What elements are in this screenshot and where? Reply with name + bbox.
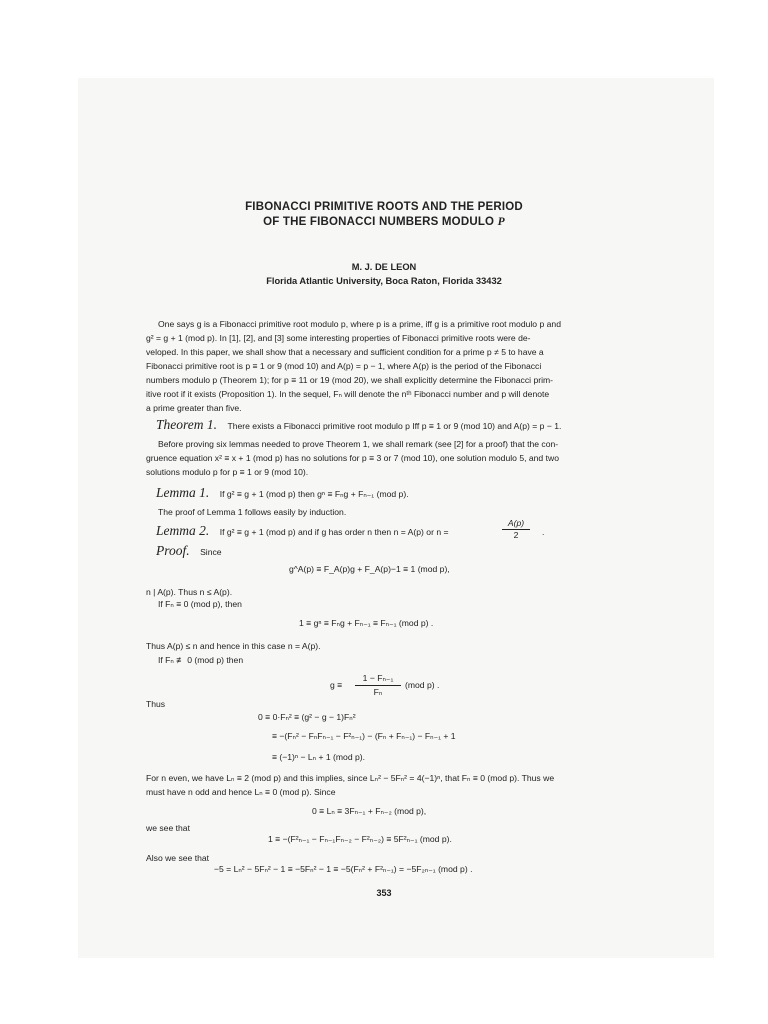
equation-3-fraction	[355, 672, 401, 699]
proof-since: Since	[200, 547, 222, 557]
lemma-1-label: Lemma 1.	[156, 485, 210, 500]
lemma-2	[156, 522, 449, 540]
equation-3-lhs: g ≡	[330, 680, 343, 690]
intro-line-6: itive root if it exists (Proposition 1). In the sequel, Fₙ will denote the nᵗʰ Fibonacci number and p will denote	[146, 389, 550, 399]
equation-8: 1 ≡ −(F²ₙ₋₁ − Fₙ₋₁Fₙ₋₂ − F²ₙ₋₂) ≡ 5F²ₙ₋₁ (mod p).	[268, 834, 452, 844]
equation-7: 0 ≡ Lₙ ≡ 3Fₙ₋₁ + Fₙ₋₂ (mod p),	[312, 806, 427, 816]
intro-line-7: a prime greater than five.	[146, 403, 242, 413]
proof-line-4: If Fₙ ≢ 0 (mod p) then	[158, 655, 244, 665]
proof-line-3: Thus A(p) ≤ n and hence in this case n = A(p).	[146, 641, 321, 651]
proof-thus: Thus	[146, 699, 166, 709]
equation-3-rhs: (mod p) .	[405, 680, 440, 690]
proof-line-2: If Fₙ ≡ 0 (mod p), then	[158, 599, 242, 609]
lemma-2-fraction-numerator: A(p)	[502, 518, 530, 530]
theorem-1	[156, 416, 561, 434]
author-affiliation: Florida Atlantic University, Boca Raton, Florida 33432	[266, 276, 502, 286]
equation-6: ≡ (−1)ⁿ − Lₙ + 1 (mod p).	[272, 752, 366, 762]
proof-line-1: n | A(p). Thus n ≤ A(p).	[146, 587, 233, 597]
intro-line-5: numbers modulo p (Theorem 1); for p ≡ 11 or 19 (mod 20), we shall explicitly determine the Fibonacci prim-	[146, 375, 554, 385]
equation-4: 0 ≡ 0·Fₙ² ≡ (g² − g − 1)Fₙ²	[258, 712, 356, 722]
lemma-2-fraction	[502, 518, 530, 541]
lemma-2-tail: .	[542, 527, 545, 537]
paper-title-line-1: FIBONACCI PRIMITIVE ROOTS AND THE PERIOD	[245, 201, 523, 213]
lemma-2-text: If g² ≡ g + 1 (mod p) and if g has order n then n = A(p) or n =	[219, 527, 449, 537]
equation-9: −5 = Lₙ² − 5Fₙ² − 1 ≡ −5Fₙ² − 1 ≡ −5(Fₙ² + F²ₙ₋₁) = −5F₂ₙ₋₁ (mod p) .	[214, 864, 473, 874]
lemma-1-text: If g² ≡ g + 1 (mod p) then gⁿ ≡ Fₙg + Fₙ₋₁ (mod p).	[219, 489, 409, 499]
intro-line-4: Fibonacci primitive root is p ≡ 1 or 9 (mod 10) and A(p) = p − 1, where A(p) is the period of the Fibonacci	[146, 361, 542, 371]
equation-1: g^A(p) ≡ F_A(p)g + F_A(p)−1 ≡ 1 (mod p),	[289, 564, 450, 574]
proof-line-8: Also we see that	[146, 853, 210, 863]
paper-title-variable: P	[497, 216, 505, 228]
proof-line-5: For n even, we have Lₙ ≡ 2 (mod p) and this implies, since Lₙ² − 5Fₙ² = 4(−1)ⁿ, that Fₙ ≡ 0 (mod p). Thus we	[146, 773, 555, 783]
proof-label: Proof.	[156, 543, 190, 558]
proof-line-7: we see that	[146, 823, 190, 833]
lemma-1	[156, 484, 409, 502]
remark-line-3: solutions modulo p for p ≡ 1 or 9 (mod 10).	[146, 467, 309, 477]
equation-2: 1 ≡ gⁿ ≡ Fₙg + Fₙ₋₁ ≡ Fₙ₋₁ (mod p) .	[299, 618, 434, 628]
proof-heading	[156, 542, 222, 560]
intro-line-1: One says g is a Fibonacci primitive root modulo p, where p is a prime, iff g is a primitive root modulo p and	[158, 319, 561, 329]
lemma-2-label: Lemma 2.	[156, 523, 210, 538]
remark-line-2: gruence equation x² ≡ x + 1 (mod p) has no solutions for p ≡ 3 or 7 (mod 10), one solution modulo 5, and two	[146, 453, 559, 463]
lemma-2-fraction-denominator: 2	[513, 530, 519, 540]
lemma-1-proof: The proof of Lemma 1 follows easily by induction.	[158, 507, 347, 517]
theorem-1-label: Theorem 1.	[156, 417, 217, 432]
proof-line-6: must have n odd and hence Lₙ ≡ 0 (mod p). Since	[146, 787, 336, 797]
author-name: M. J. DE LEON	[351, 262, 417, 272]
intro-line-3: veloped. In this paper, we shall show that a necessary and sufficient condition for a prime p ≠ 5 to have a	[146, 347, 544, 357]
remark-line-1: Before proving six lemmas needed to prove Theorem 1, we shall remark (see [2] for a proof) that the con-	[158, 439, 559, 449]
intro-line-2: g² = g + 1 (mod p). In [1], [2], and [3] some interesting properties of Fibonacci primitive roots were de-	[146, 333, 531, 343]
theorem-1-text: There exists a Fibonacci primitive root modulo p Iff p ≡ 1 or 9 (mod 10) and A(p) = p − 1.	[227, 421, 562, 431]
paper-title-line-2	[0, 216, 768, 228]
page-number: 353	[376, 888, 392, 898]
equation-5: ≡ −(Fₙ² − FₙFₙ₋₁ − F²ₙ₋₁) − (Fₙ + Fₙ₋₁) − Fₙ₋₁ + 1	[272, 731, 456, 741]
equation-3-denominator: Fₙ	[373, 687, 383, 697]
equation-3-numerator: 1 − Fₙ₋₁	[355, 672, 401, 686]
paper-title-line-2-text: OF THE FIBONACCI NUMBERS MODULO	[263, 216, 495, 228]
